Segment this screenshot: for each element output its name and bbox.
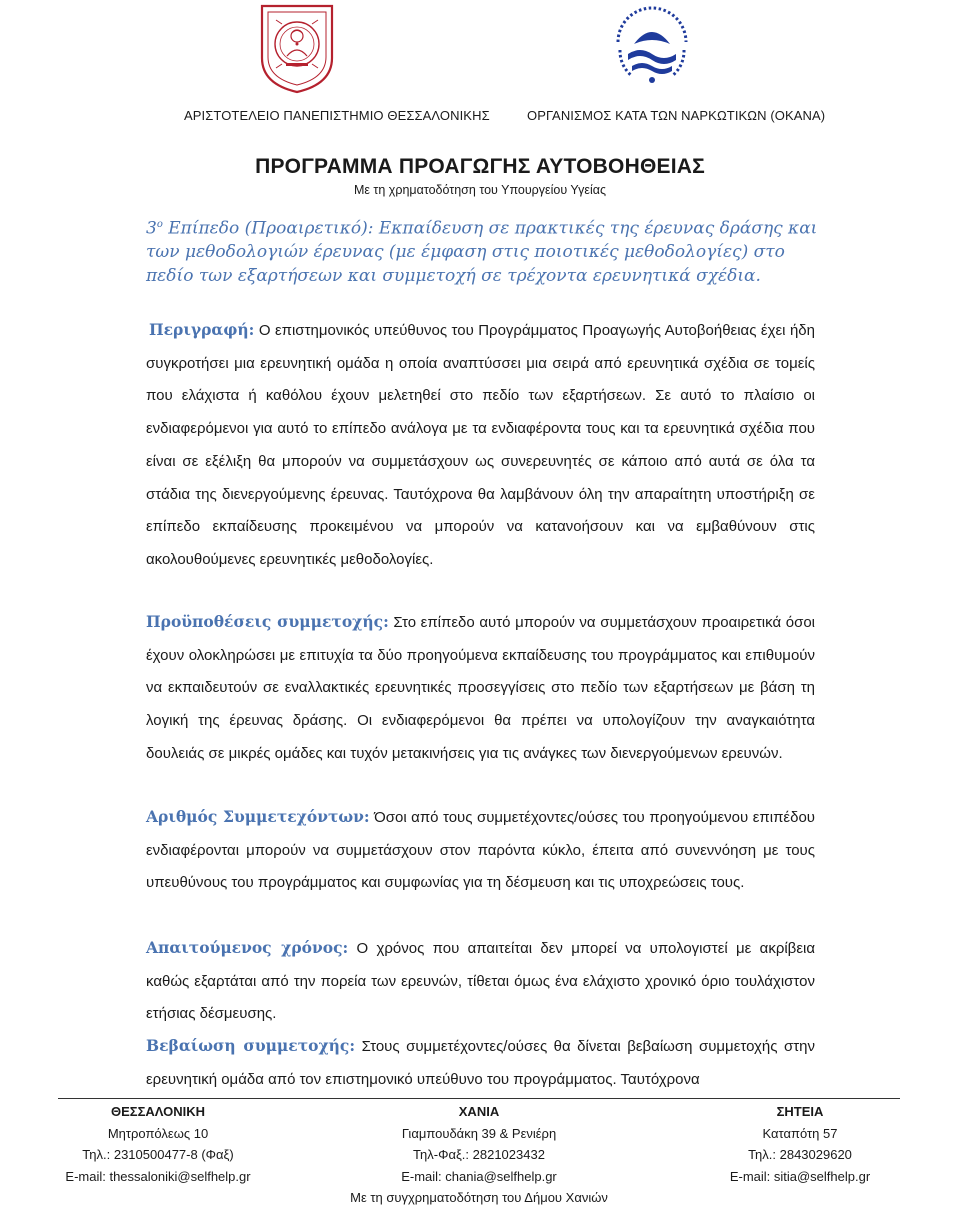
description-paragraph — [146, 314, 815, 577]
footer-chania — [319, 1101, 639, 1209]
footer-email[interactable]: E-mail: sitia@selfhelp.gr — [729, 1168, 871, 1184]
time-label: Απαιτούμενος χρόνος: — [146, 938, 349, 957]
footer-phone: Τηλ-Φαξ.: 2821023432 — [413, 1147, 545, 1162]
prerequisites-text: Στο επίπεδο αυτό μπορούν να συμμετάσχουν προαιρετικά όσοι έχουν ολοκληρώσει με επιτυχία τα δύο προηγούμενα εκπαίδευσης του προγράμματος και επιθυμούν να εκπαιδευτούν σε εναλλακτικές ερευνητικές προσεγγίσεις στο πεδίο των εξαρτήσεων με βάση τη λογική της έρευνας δράσης. Οι ενδιαφερόμενοι θα πρέπει να υπολογίζουν την αναγκαιότητα δουλειάς σε μικρές ομάδες και τυχόν μετακινήσεις για τις ανάγκες των διενεργούμενων ερευνών. — [146, 614, 816, 762]
time-paragraph — [146, 932, 815, 1031]
participants-paragraph — [146, 801, 815, 900]
footer-city: ΣΗΤΕΙΑ — [776, 1104, 824, 1119]
footer-email[interactable]: E-mail: thessaloniki@selfhelp.gr — [65, 1168, 251, 1184]
level-text: Επίπεδο (Προαιρετικό): Εκπαίδευση σε πρακτικές της έρευνας δράσης και των μεθοδολογιών έρευνας (με έμφαση στις ποιοτικές μεθοδολογίες) στο πεδίο των εξαρτήσεων και συμμετοχή σε τρέχοντα ερευνητικά σχέδια. — [146, 218, 818, 286]
footer-phone: Τηλ.: 2843029620 — [748, 1147, 852, 1162]
certificate-text: Στους συμμετέχοντες/ούσες θα δίνεται βεβαίωση συμμετοχής στην ερευνητική ομάδα από τον επιστημονικό υπεύθυνο του προγράμματος. Ταυτόχρονα — [146, 1038, 815, 1088]
program-title: ΠΡΟΓΡΑΜΜΑ ΠΡΟΑΓΩΓΗΣ ΑΥΤΟΒΟΗΘΕΙΑΣ — [255, 155, 705, 178]
okana-name: ΟΡΓΑΝΙΣΜΟΣ ΚΑΤΑ ΤΩΝ ΝΑΡΚΩΤΙΚΩΝ (ΟΚΑΝΑ) — [527, 108, 826, 123]
description-text: Ο επιστημονικός υπεύθυνος του Προγράμματος Προαγωγής Αυτοβοήθειας έχει ήδη συγκροτήσει μια ερευνητική ομάδα η οποία αναπτύσσει μια σειρά από ερευνητικά σχέδια σε τομείς που ελάχιστα ή καθόλου έχουν μελετηθεί στο πεδίο των εξαρτήσεων. Σε αυτό το πλαίσιο οι ενδιαφερόμενοι για αυτό το επίπεδο ανάλογα με τα ενδιαφέροντα τους και τα ερευνητικά σχέδια που είναι σε εξέλιξη θα μπορούν να συμμετάσχουν ως συνερευνητές σε κάποιο από αυτά σε όλα τα στάδια της διενεργούμενης έρευνας. Ταυτόχρονα θα λαμβάνουν όλη την απαραίτητη υποστήριξη σε επίπεδο εκπαίδευσης προκειμένου να μπορούν να κατανοήσουν και να εμβαθύνουν στις ακολουθούμενες ερευνητικές μεθοδολογίες. — [146, 322, 815, 568]
level-number: 3 — [146, 218, 157, 239]
footer-address: Γιαμπουδάκη 39 & Ρενιέρη — [401, 1125, 557, 1141]
time-text: Ο χρόνος που απαιτείται δεν μπορεί να υπολογιστεί με ακρίβεια καθώς εξαρτάται από την πορεία των ερευνών, τίθεται όμως ένα ελάχιστο χρονικό όριο τουλάχιστον ετήσιας δέσμευσης. — [146, 940, 816, 1023]
certificate-paragraph — [146, 1030, 815, 1096]
participants-text: Όσοι από τους συμμετέχοντες/ούσες του προηγούμενου επιπέδου ενδιαφέρονται μπορούν να συμμετάσχουν στον παρόντα κύκλο, έπειτα από συνεννόηση με τους υπευθύνους του προγράμματος και συμφωνίας για τη δέσμευση και τις υποχρεώσεις τους. — [146, 809, 816, 892]
footer-divider — [58, 1098, 900, 1099]
description-label: Περιγραφή: — [149, 320, 255, 339]
university-name: ΑΡΙΣΤΟΤΕΛΕΙΟ ΠΑΝΕΠΙΣΤΗΜΙΟ ΘΕΣΣΑΛΟΝΙΚΗΣ — [184, 108, 490, 123]
footer-thessaloniki — [58, 1101, 258, 1187]
aristotle-university-seal-icon — [256, 0, 338, 94]
footer-city: ΧΑΝΙΑ — [458, 1104, 500, 1119]
program-subtitle: Με τη χρηματοδότηση του Υπουργείου Υγείας — [353, 183, 607, 197]
level-ordinal: ο — [156, 219, 163, 230]
footer-phone: Τηλ.: 2310500477-8 (Φαξ) — [82, 1147, 234, 1162]
footer — [58, 1101, 900, 1211]
footer-email[interactable]: E-mail: chania@selfhelp.gr — [401, 1168, 557, 1184]
prerequisites-label: Προϋποθέσεις συμμετοχής: — [146, 612, 389, 631]
footer-funding-note: Με τη συγχρηματοδότηση του Δήμου Χανιών — [350, 1190, 608, 1205]
footer-address: Καταπότη 57 — [762, 1125, 838, 1141]
footer-address: Μητροπόλεως 10 — [107, 1125, 209, 1141]
footer-sitia — [700, 1101, 900, 1187]
footer-city: ΘΕΣΣΑΛΟΝΙΚΗ — [111, 1104, 205, 1119]
certificate-label: Βεβαίωση συμμετοχής: — [146, 1036, 356, 1055]
level-heading — [146, 213, 826, 288]
participants-label: Αριθμός Συμμετεχόντων: — [146, 807, 370, 826]
prerequisites-paragraph — [146, 606, 815, 771]
okana-logo-icon — [612, 4, 692, 88]
